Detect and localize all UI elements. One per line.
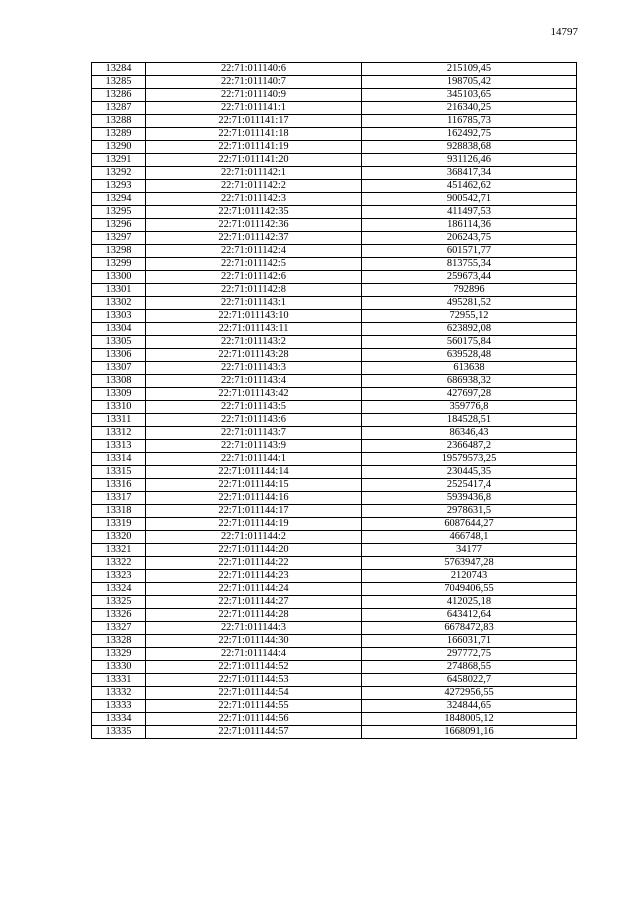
row-number-cell: 13313 [92,440,146,453]
table-row [92,128,577,141]
cadastral-number-cell: 22:71:011144:56 [146,713,362,726]
cadastral-number-cell: 22:71:011144:17 [146,505,362,518]
table-row [92,661,577,674]
table-row [92,284,577,297]
cadastral-number-cell: 22:71:011143:7 [146,427,362,440]
table-body [92,63,577,739]
value-cell: 116785,73 [362,115,577,128]
table-row [92,531,577,544]
value-cell: 5939436,8 [362,492,577,505]
table-row [92,141,577,154]
cadastral-number-cell: 22:71:011144:54 [146,687,362,700]
cadastral-number-cell: 22:71:011144:23 [146,570,362,583]
row-number-cell: 13315 [92,466,146,479]
row-number-cell: 13329 [92,648,146,661]
table-row [92,713,577,726]
table-row [92,427,577,440]
cadastral-number-cell: 22:71:011143:42 [146,388,362,401]
value-cell: 686938,32 [362,375,577,388]
cadastral-number-cell: 22:71:011143:9 [146,440,362,453]
table-row [92,375,577,388]
value-cell: 601571,77 [362,245,577,258]
cadastral-number-cell: 22:71:011143:2 [146,336,362,349]
table-row [92,518,577,531]
table-row [92,674,577,687]
row-number-cell: 13304 [92,323,146,336]
row-number-cell: 13303 [92,310,146,323]
row-number-cell: 13298 [92,245,146,258]
value-cell: 345103,65 [362,89,577,102]
value-cell: 216340,25 [362,102,577,115]
row-number-cell: 13335 [92,726,146,739]
cadastral-number-cell: 22:71:011144:53 [146,674,362,687]
table-row [92,310,577,323]
value-cell: 6458022,7 [362,674,577,687]
cadastral-number-cell: 22:71:011142:6 [146,271,362,284]
table-row [92,414,577,427]
cadastral-number-cell: 22:71:011144:20 [146,544,362,557]
table-row [92,440,577,453]
row-number-cell: 13326 [92,609,146,622]
row-number-cell: 13290 [92,141,146,154]
table-row [92,336,577,349]
value-cell: 4272956,55 [362,687,577,700]
table-row [92,89,577,102]
row-number-cell: 13301 [92,284,146,297]
value-cell: 368417,34 [362,167,577,180]
value-cell: 186114,36 [362,219,577,232]
row-number-cell: 13333 [92,700,146,713]
row-number-cell: 13286 [92,89,146,102]
table-row [92,648,577,661]
value-cell: 72955,12 [362,310,577,323]
cadastral-number-cell: 22:71:011144:28 [146,609,362,622]
row-number-cell: 13306 [92,349,146,362]
row-number-cell: 13327 [92,622,146,635]
cadastral-number-cell: 22:71:011142:2 [146,180,362,193]
row-number-cell: 13324 [92,583,146,596]
cadastral-number-cell: 22:71:011143:28 [146,349,362,362]
table-row [92,466,577,479]
table-row [92,700,577,713]
table-row [92,596,577,609]
value-cell: 198705,42 [362,76,577,89]
value-cell: 560175,84 [362,336,577,349]
value-cell: 2978631,5 [362,505,577,518]
cadastral-number-cell: 22:71:011144:52 [146,661,362,674]
table-row [92,245,577,258]
value-cell: 931126,46 [362,154,577,167]
cadastral-number-cell: 22:71:011144:1 [146,453,362,466]
row-number-cell: 13321 [92,544,146,557]
row-number-cell: 13331 [92,674,146,687]
row-number-cell: 13284 [92,63,146,76]
table-row [92,622,577,635]
cadastral-number-cell: 22:71:011142:8 [146,284,362,297]
row-number-cell: 13299 [92,258,146,271]
row-number-cell: 13308 [92,375,146,388]
table-row [92,453,577,466]
value-cell: 928838,68 [362,141,577,154]
row-number-cell: 13294 [92,193,146,206]
cadastral-number-cell: 22:71:011142:35 [146,206,362,219]
table-row [92,570,577,583]
value-cell: 259673,44 [362,271,577,284]
cadastral-number-cell: 22:71:011144:22 [146,557,362,570]
row-number-cell: 13289 [92,128,146,141]
value-cell: 206243,75 [362,232,577,245]
value-cell: 297772,75 [362,648,577,661]
table-row [92,349,577,362]
cadastral-number-cell: 22:71:011140:9 [146,89,362,102]
cadastral-number-cell: 22:71:011141:20 [146,154,362,167]
row-number-cell: 13316 [92,479,146,492]
table-row [92,219,577,232]
cadastral-number-cell: 22:71:011144:16 [146,492,362,505]
value-cell: 466748,1 [362,531,577,544]
table-row [92,479,577,492]
value-cell: 6678472,83 [362,622,577,635]
row-number-cell: 13293 [92,180,146,193]
cadastral-number-cell: 22:71:011144:2 [146,531,362,544]
value-cell: 623892,08 [362,323,577,336]
cadastral-number-cell: 22:71:011143:10 [146,310,362,323]
cadastral-number-cell: 22:71:011142:4 [146,245,362,258]
table-row [92,505,577,518]
cadastral-number-cell: 22:71:011143:5 [146,401,362,414]
cadastral-number-cell: 22:71:011144:24 [146,583,362,596]
table-row [92,63,577,76]
row-number-cell: 13318 [92,505,146,518]
value-cell: 412025,18 [362,596,577,609]
cadastral-number-cell: 22:71:011144:30 [146,635,362,648]
row-number-cell: 13332 [92,687,146,700]
cadastral-value-table [91,62,577,739]
value-cell: 451462,62 [362,180,577,193]
cadastral-number-cell: 22:71:011144:3 [146,622,362,635]
page-number: 14797 [550,26,578,38]
value-cell: 215109,45 [362,63,577,76]
row-number-cell: 13295 [92,206,146,219]
value-cell: 813755,34 [362,258,577,271]
row-number-cell: 13291 [92,154,146,167]
table-row [92,258,577,271]
table-row [92,609,577,622]
table-row [92,76,577,89]
row-number-cell: 13325 [92,596,146,609]
table-row [92,388,577,401]
table-row [92,687,577,700]
value-cell: 2120743 [362,570,577,583]
table-row [92,206,577,219]
cadastral-number-cell: 22:71:011144:14 [146,466,362,479]
cadastral-number-cell: 22:71:011140:7 [146,76,362,89]
value-cell: 19579573,25 [362,453,577,466]
row-number-cell: 13317 [92,492,146,505]
row-number-cell: 13285 [92,76,146,89]
value-cell: 5763947,28 [362,557,577,570]
row-number-cell: 13288 [92,115,146,128]
table-row [92,583,577,596]
row-number-cell: 13296 [92,219,146,232]
cadastral-number-cell: 22:71:011142:37 [146,232,362,245]
table-row [92,154,577,167]
row-number-cell: 13328 [92,635,146,648]
table-row [92,271,577,284]
value-cell: 162492,75 [362,128,577,141]
cadastral-number-cell: 22:71:011144:19 [146,518,362,531]
row-number-cell: 13309 [92,388,146,401]
value-cell: 613638 [362,362,577,375]
cadastral-number-cell: 22:71:011141:17 [146,115,362,128]
row-number-cell: 13334 [92,713,146,726]
row-number-cell: 13314 [92,453,146,466]
cadastral-number-cell: 22:71:011140:6 [146,63,362,76]
table-row [92,492,577,505]
value-cell: 639528,48 [362,349,577,362]
table-row [92,544,577,557]
value-cell: 643412,64 [362,609,577,622]
table-row [92,401,577,414]
cadastral-number-cell: 22:71:011143:11 [146,323,362,336]
cadastral-number-cell: 22:71:011143:6 [146,414,362,427]
value-cell: 34177 [362,544,577,557]
value-cell: 900542,71 [362,193,577,206]
cadastral-number-cell: 22:71:011143:3 [146,362,362,375]
value-cell: 427697,28 [362,388,577,401]
value-cell: 230445,35 [362,466,577,479]
value-cell: 2366487,2 [362,440,577,453]
table-row [92,726,577,739]
cadastral-number-cell: 22:71:011141:19 [146,141,362,154]
table-row [92,362,577,375]
value-cell: 166031,71 [362,635,577,648]
table-row [92,102,577,115]
value-cell: 1668091,16 [362,726,577,739]
row-number-cell: 13320 [92,531,146,544]
cadastral-number-cell: 22:71:011143:1 [146,297,362,310]
value-cell: 184528,51 [362,414,577,427]
cadastral-number-cell: 22:71:011144:15 [146,479,362,492]
row-number-cell: 13292 [92,167,146,180]
row-number-cell: 13287 [92,102,146,115]
row-number-cell: 13322 [92,557,146,570]
row-number-cell: 13307 [92,362,146,375]
value-cell: 359776,8 [362,401,577,414]
value-cell: 86346,43 [362,427,577,440]
row-number-cell: 13300 [92,271,146,284]
table-row [92,323,577,336]
row-number-cell: 13323 [92,570,146,583]
cadastral-number-cell: 22:71:011142:3 [146,193,362,206]
table-row [92,167,577,180]
table-row [92,232,577,245]
value-cell: 6087644,27 [362,518,577,531]
cadastral-number-cell: 22:71:011142:36 [146,219,362,232]
row-number-cell: 13297 [92,232,146,245]
table-row [92,297,577,310]
value-cell: 7049406,55 [362,583,577,596]
value-cell: 324844,65 [362,700,577,713]
row-number-cell: 13319 [92,518,146,531]
value-cell: 792896 [362,284,577,297]
table-row [92,193,577,206]
row-number-cell: 13312 [92,427,146,440]
cadastral-number-cell: 22:71:011142:5 [146,258,362,271]
cadastral-number-cell: 22:71:011141:18 [146,128,362,141]
table-row [92,180,577,193]
cadastral-number-cell: 22:71:011141:1 [146,102,362,115]
cadastral-number-cell: 22:71:011144:27 [146,596,362,609]
value-cell: 495281,52 [362,297,577,310]
cadastral-number-cell: 22:71:011144:57 [146,726,362,739]
row-number-cell: 13330 [92,661,146,674]
row-number-cell: 13311 [92,414,146,427]
cadastral-number-cell: 22:71:011144:55 [146,700,362,713]
cadastral-number-cell: 22:71:011142:1 [146,167,362,180]
table-row [92,115,577,128]
table-row [92,557,577,570]
value-cell: 274868,55 [362,661,577,674]
cadastral-number-cell: 22:71:011144:4 [146,648,362,661]
row-number-cell: 13302 [92,297,146,310]
value-cell: 1848005,12 [362,713,577,726]
row-number-cell: 13310 [92,401,146,414]
cadastral-number-cell: 22:71:011143:4 [146,375,362,388]
value-cell: 2525417,4 [362,479,577,492]
row-number-cell: 13305 [92,336,146,349]
value-cell: 411497,53 [362,206,577,219]
table-row [92,635,577,648]
